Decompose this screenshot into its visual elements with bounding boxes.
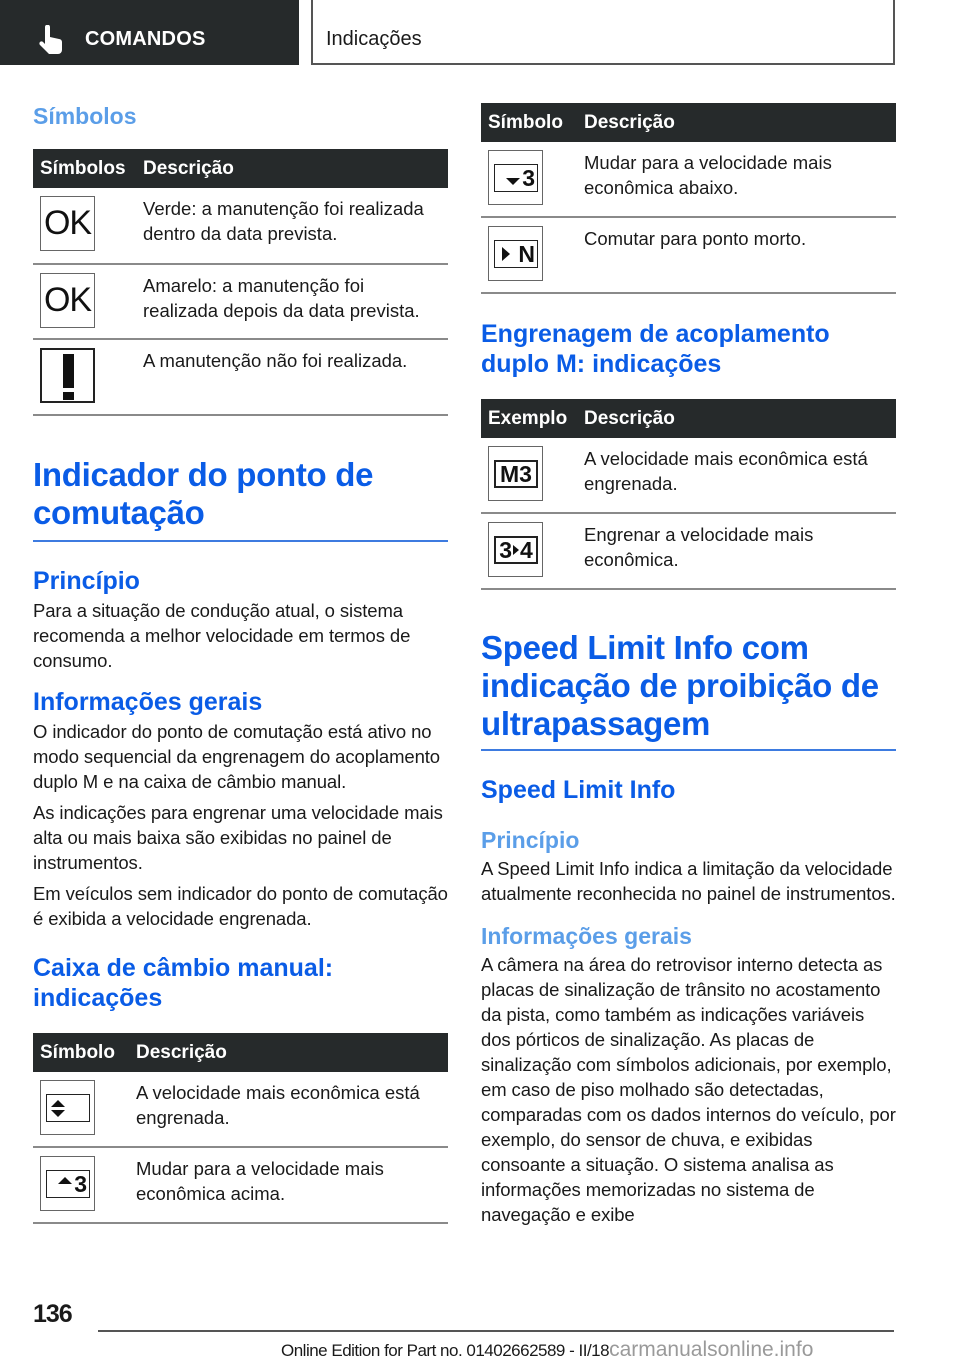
- section-title: Speed Limit Info com indicação de proibição de ultrapassagem: [481, 629, 879, 742]
- section-rule: [481, 749, 896, 751]
- gear-m3-icon: M3: [488, 446, 543, 501]
- symbols-table: [33, 149, 448, 416]
- general-info-heading: Informações gerais: [33, 688, 263, 716]
- table-row: [33, 264, 448, 339]
- table-header-row: [33, 149, 448, 188]
- description-cell: Mudar para a velocidade mais econômica acima.: [126, 1147, 448, 1223]
- table-header-row: [33, 1033, 448, 1072]
- table-row: [481, 142, 896, 217]
- column-header: Símbolo: [33, 1033, 126, 1072]
- column-header: Descrição: [133, 149, 448, 188]
- paragraph: As indicações para engrenar uma velocidade mais alta ou mais baixa são exibidas no painel de instrumentos.: [33, 802, 443, 873]
- manual-gearbox-heading: Caixa de câmbio manual: indicações: [33, 954, 334, 1012]
- exclamation-icon: [40, 348, 95, 403]
- pointing-hand-icon: [38, 25, 64, 55]
- principle-heading: Princípio: [33, 567, 140, 595]
- section-rule: [33, 540, 448, 542]
- description-cell: Verde: a manutenção foi realizada dentro da data prevista.: [133, 188, 448, 264]
- manual-gearbox-table-continued: [481, 103, 896, 294]
- column-header: Símbolo: [481, 103, 574, 142]
- table-header-row: [481, 399, 896, 438]
- principle-text: Para a situação de condução atual, o sistema recomenda a melhor velocidade em termos de consumo.: [33, 600, 411, 671]
- column-header: Descrição: [574, 103, 896, 142]
- table-row: [481, 438, 896, 513]
- description-cell: Comutar para ponto morto.: [574, 217, 896, 293]
- table-row: [33, 1147, 448, 1223]
- table-row: [33, 188, 448, 264]
- right-column: [481, 103, 896, 1227]
- section-tab-comandos: [0, 0, 299, 65]
- watermark: carmanualsonline.info: [609, 1338, 814, 1361]
- description-cell: Amarelo: a manutenção foi realizada depois da data prevista.: [133, 264, 448, 339]
- up-down-arrows-icon: [40, 1080, 95, 1135]
- footer-text: [281, 1338, 813, 1362]
- paragraph: Em veículos sem indicador do ponto de comutação é exibida a velocidade engrenada.: [33, 883, 448, 929]
- description-cell: A manutenção não foi realizada.: [133, 339, 448, 415]
- description-cell: A velocidade mais econômica está engrenada.: [574, 438, 896, 513]
- gear-3-to-4-icon: 3 4: [488, 522, 543, 577]
- ok-yellow-icon: OK: [40, 273, 95, 328]
- left-column: [33, 103, 448, 1224]
- table-row: [33, 339, 448, 415]
- shift-down-3-icon: 3: [488, 150, 543, 205]
- section-title: Indicador do ponto de comutação: [33, 456, 374, 531]
- column-header: Símbolos: [33, 149, 133, 188]
- symbols-heading: Símbolos: [33, 103, 137, 129]
- table-row: [481, 217, 896, 293]
- shift-up-3-icon: 3: [40, 1156, 95, 1211]
- principle-text: A Speed Limit Info indica a limitação da velocidade atualmente reconhecida no painel de instrumentos.: [481, 858, 896, 904]
- dct-heading: Engrenagem de acoplamento duplo M: indicações: [481, 320, 830, 378]
- general-info-text: A câmera na área do retrovisor interno detecta as placas de sinalização de trânsito no acostamento da pista, como também as indicações variáveis dos pórticos de sinalização. As placas de sinalização com símbolos adicionais, por exemplo, em caso de piso molhado são detectadas, comparadas com os dados internos do veículo, por exemplo, do sensor de chuva, e exibidas consoante a situação. O sistema analisa as informações memorizadas no sistema de navegação e exibe: [481, 954, 896, 1225]
- chapter-tab: [311, 0, 895, 65]
- description-cell: A velocidade mais econômica está engrenada.: [126, 1072, 448, 1147]
- ok-green-icon: OK: [40, 196, 95, 251]
- description-cell: Mudar para a velocidade mais econômica abaixo.: [574, 142, 896, 217]
- description-cell: Engrenar a velocidade mais econômica.: [574, 513, 896, 589]
- table-row: [33, 1072, 448, 1147]
- page-number: 136: [33, 1300, 72, 1328]
- dct-table: [481, 399, 896, 590]
- paragraph: O indicador do ponto de comutação está ativo no modo sequencial da engrenagem do acoplamento duplo M e na caixa de câmbio manual.: [33, 721, 440, 792]
- table-header-row: [481, 103, 896, 142]
- column-header: Descrição: [574, 399, 896, 438]
- speed-limit-info-heading: Speed Limit Info: [481, 776, 676, 804]
- edition-text: Online Edition for Part no. 01402662589 - II/18: [281, 1341, 610, 1360]
- general-info-heading: Informações gerais: [481, 923, 692, 949]
- section-label: COMANDOS: [85, 28, 206, 50]
- table-row: [481, 513, 896, 589]
- column-header: Exemplo: [481, 399, 574, 438]
- column-header: Descrição: [126, 1033, 448, 1072]
- chapter-label: Indicações: [326, 28, 422, 50]
- footer-rule: [98, 1330, 894, 1332]
- manual-gearbox-table: [33, 1033, 448, 1224]
- neutral-n-icon: N: [488, 226, 543, 281]
- principle-heading: Princípio: [481, 827, 580, 853]
